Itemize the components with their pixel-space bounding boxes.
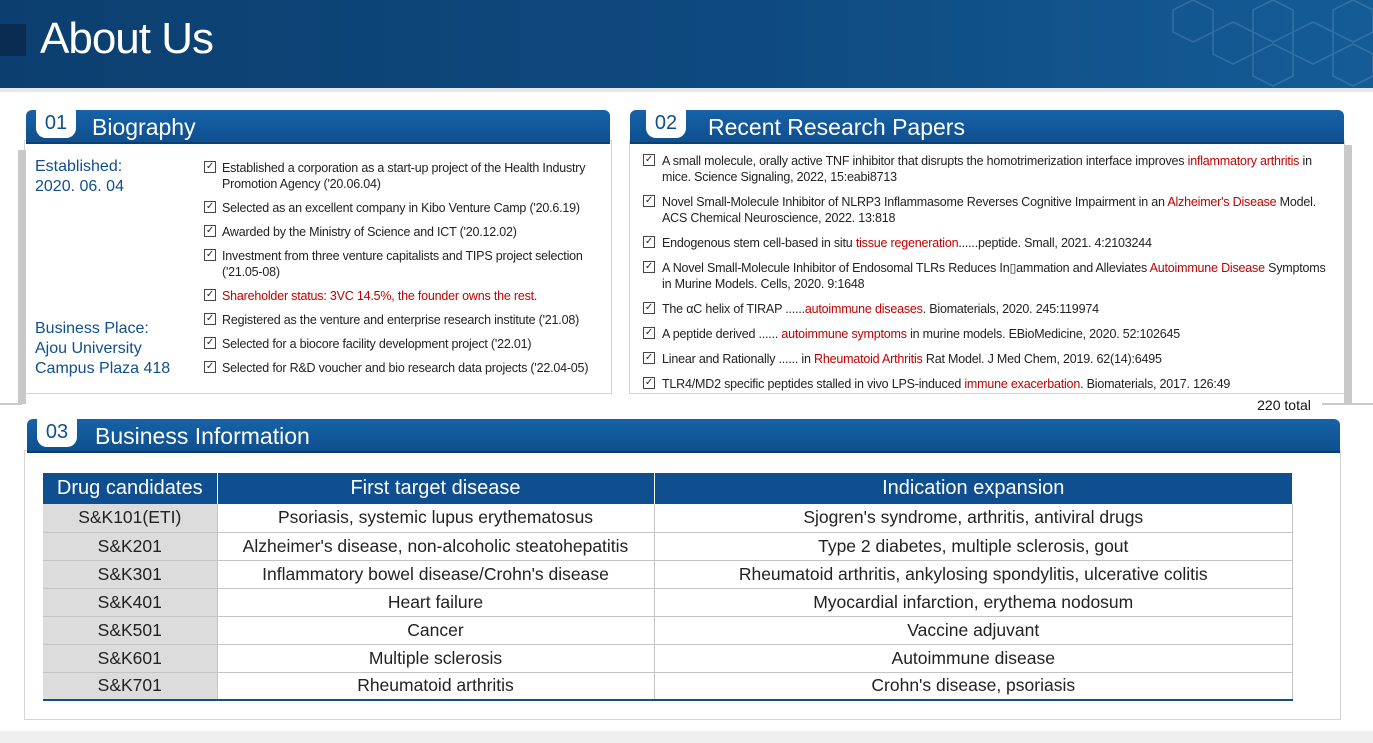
list-item-highlight: ✓ Shareholder status: 3VC 14.5%, the founder owns the rest. bbox=[205, 289, 538, 303]
checkbox-icon: ✓ bbox=[644, 195, 654, 206]
biography-left-bar bbox=[18, 150, 26, 404]
business-place-label: Business Place: Ajou University Campus Plaza 418 bbox=[35, 320, 171, 377]
paper-item[interactable]: ✓ Endogenous stem cell-based in situ tissue regeneration......peptide. Small, 2021. 4:2103244 bbox=[644, 236, 1152, 250]
papers-right-bar bbox=[1344, 145, 1352, 405]
checkbox-icon: ✓ bbox=[644, 302, 654, 313]
list-item: ✓ Established a corporation as a start-up project of the Health Industry Promotion Agency ('20.06.04) bbox=[205, 161, 586, 191]
list-item: ✓ Registered as the venture and enterprise research institute ('21.08) bbox=[205, 313, 580, 327]
section-divider-right bbox=[1322, 403, 1373, 405]
drug-cell: S&K501 bbox=[43, 616, 217, 644]
biography-header bbox=[26, 110, 610, 144]
section-number: 03 bbox=[37, 419, 77, 447]
hexagon-pattern-icon bbox=[1133, 0, 1373, 88]
checkbox-icon: ✓ bbox=[205, 313, 215, 324]
drug-cell: S&K201 bbox=[43, 532, 217, 560]
section-number: 01 bbox=[36, 110, 76, 138]
expansion-cell: Vaccine adjuvant bbox=[654, 616, 1293, 644]
drug-cell: S&K701 bbox=[43, 672, 217, 700]
drug-cell: S&K101(ETI) bbox=[43, 504, 217, 532]
established-date: 2020. 06. 04 bbox=[35, 178, 124, 195]
drug-cell: S&K601 bbox=[43, 644, 217, 672]
paper-item[interactable]: ✓ A peptide derived ...... autoimmune symptoms in murine models. EBioMedicine, 2020. 52:102645 bbox=[644, 327, 1181, 341]
section-number: 02 bbox=[646, 110, 686, 138]
paper-item[interactable]: ✓ Novel Small-Molecule Inhibitor of NLRP3 Inflammasome Reverses Cognitive Impairment in an Alzheimer's Disease Model. ACS Chemical Neuroscience, 2022. 13:818 bbox=[644, 195, 1316, 225]
paper-item[interactable]: ✓ A Novel Small-Molecule Inhibitor of Endosomal TLRs Reduces In▯ammation and Alleviates Autoimmune Disease Symptoms in Murine Models. Cells, 2020. 9:1648 bbox=[644, 261, 1326, 291]
column-header: Drug candidates bbox=[43, 473, 217, 504]
list-item: ✓ Selected for R&D voucher and bio research data projects ('22.04-05) bbox=[205, 361, 589, 375]
list-item: ✓ Selected as an excellent company in Kibo Venture Camp ('20.6.19) bbox=[205, 201, 580, 215]
column-header: First target disease bbox=[217, 473, 654, 504]
papers-total-count: 220 total bbox=[1246, 395, 1322, 415]
checkbox-icon: ✓ bbox=[205, 201, 215, 212]
expansion-cell: Type 2 diabetes, multiple sclerosis, gout bbox=[654, 532, 1293, 560]
checkbox-icon: ✓ bbox=[205, 249, 215, 260]
section-title: Recent Research Papers bbox=[708, 114, 965, 140]
established-label: Established: 2020. 06. 04 bbox=[35, 158, 124, 195]
list-item: ✓ Selected for a biocore facility development project ('22.01) bbox=[205, 337, 532, 351]
column-header: Indication expansion bbox=[654, 473, 1293, 504]
business-header bbox=[27, 419, 1340, 453]
expansion-cell: Sjogren's syndrome, arthritis, antiviral drugs bbox=[654, 504, 1293, 532]
section-divider-left bbox=[0, 403, 22, 405]
table-row bbox=[43, 644, 1293, 672]
drug-cell: S&K301 bbox=[43, 560, 217, 588]
checkbox-icon: ✓ bbox=[644, 352, 654, 363]
list-item: ✓ Investment from three venture capitalists and TIPS project selection ('21.05-08) bbox=[205, 249, 583, 279]
table-row bbox=[43, 588, 1293, 616]
banner-divider bbox=[0, 88, 1373, 92]
target-cell: Multiple sclerosis bbox=[217, 644, 654, 672]
papers-list bbox=[643, 153, 1333, 401]
target-cell: Heart failure bbox=[217, 588, 654, 616]
target-cell: Psoriasis, systemic lupus erythematosus bbox=[217, 504, 654, 532]
page-bottom-strip bbox=[0, 731, 1373, 743]
expansion-cell: Autoimmune disease bbox=[654, 644, 1293, 672]
paper-item[interactable]: ✓ The αC helix of TIRAP ......autoimmune diseases. Biomaterials, 2020. 245:119974 bbox=[644, 302, 1099, 316]
list-item: ✓ Awarded by the Ministry of Science and ICT ('20.12.02) bbox=[205, 225, 517, 239]
checkbox-icon: ✓ bbox=[205, 225, 215, 236]
page-header-banner bbox=[0, 0, 1373, 88]
table-row bbox=[43, 532, 1293, 560]
checkbox-icon: ✓ bbox=[644, 236, 654, 247]
checkbox-icon: ✓ bbox=[644, 327, 654, 338]
drug-cell: S&K401 bbox=[43, 588, 217, 616]
business-table bbox=[43, 473, 1293, 701]
biography-list bbox=[204, 160, 614, 384]
target-cell: Rheumatoid arthritis bbox=[217, 672, 654, 700]
checkbox-icon: ✓ bbox=[205, 361, 215, 372]
checkbox-icon: ✓ bbox=[205, 161, 215, 172]
target-cell: Alzheimer's disease, non-alcoholic steatohepatitis bbox=[217, 532, 654, 560]
table-header-row bbox=[43, 473, 1293, 504]
checkbox-icon: ✓ bbox=[644, 377, 654, 388]
section-title: Business Information bbox=[95, 423, 310, 449]
checkbox-icon: ✓ bbox=[205, 289, 215, 300]
paper-item[interactable]: ✓ TLR4/MD2 specific peptides stalled in vivo LPS-induced immune exacerbation. Biomaterials, 2017. 126:49 bbox=[644, 377, 1231, 391]
paper-item[interactable]: ✓ A small molecule, orally active TNF inhibitor that disrupts the homotrimerization interface improves inflammatory arthritis in mice. Science Signaling, 2022, 15:eabi8713 bbox=[644, 154, 1312, 184]
banner-accent bbox=[0, 24, 26, 56]
table-row bbox=[43, 504, 1293, 532]
target-cell: Inflammatory bowel disease/Crohn's disease bbox=[217, 560, 654, 588]
page-title: About Us bbox=[40, 14, 213, 63]
papers-header bbox=[630, 110, 1344, 144]
table-row bbox=[43, 672, 1293, 700]
expansion-cell: Myocardial infarction, erythema nodosum bbox=[654, 588, 1293, 616]
checkbox-icon: ✓ bbox=[644, 261, 654, 272]
paper-item[interactable]: ✓ Linear and Rationally ...... in Rheumatoid Arthritis Rat Model. J Med Chem, 2019. 62(14):6495 bbox=[644, 352, 1162, 366]
checkbox-icon: ✓ bbox=[644, 154, 654, 165]
expansion-cell: Crohn's disease, psoriasis bbox=[654, 672, 1293, 700]
expansion-cell: Rheumatoid arthritis, ankylosing spondylitis, ulcerative colitis bbox=[654, 560, 1293, 588]
table-row bbox=[43, 616, 1293, 644]
checkbox-icon: ✓ bbox=[205, 337, 215, 348]
section-title: Biography bbox=[92, 114, 196, 140]
target-cell: Cancer bbox=[217, 616, 654, 644]
table-row bbox=[43, 560, 1293, 588]
